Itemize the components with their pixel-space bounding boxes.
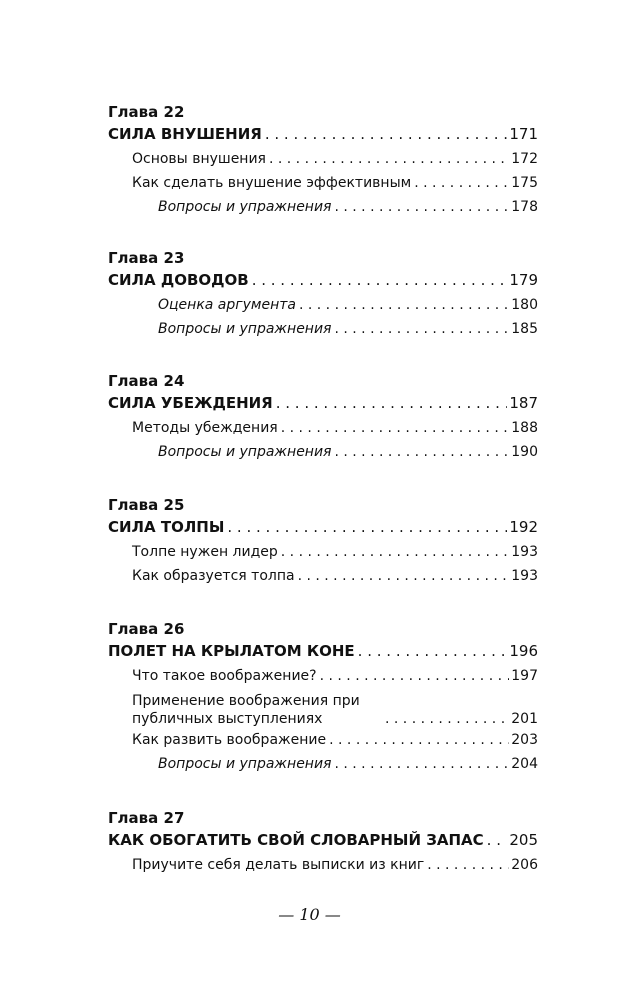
page-number: 206 [511,857,538,873]
chapter-23 [108,249,538,341]
chapter-number: Глава 27 [108,809,185,827]
page-number: 193 [511,568,538,584]
toc-entry[interactable] [108,195,538,219]
leader-dots [385,710,509,728]
chapter-26 [108,620,538,776]
page-number: 204 [511,756,538,772]
entry-title: Как образуется толпа [132,568,295,584]
entry-title: Применение воображения при публичных выступлениях [132,693,360,727]
leader-dots [276,390,508,416]
page-number: 196 [509,642,538,660]
leader-dots [281,416,510,440]
entry-title: Как развить воображение [132,732,327,748]
leader-dots [299,293,509,317]
leader-dots [334,752,509,776]
entry-title: Вопросы и упражнения [158,444,332,460]
leader-dots [334,317,509,341]
chapter-title: СИЛА УБЕЖДЕНИЯ [108,394,273,412]
leader-dots [252,267,508,293]
entry-title: Толпе нужен лидер [132,544,278,560]
page-number: 190 [511,444,538,460]
toc-entry[interactable] [108,664,538,688]
leader-dots [334,440,509,464]
chapter-number: Глава 23 [108,249,185,267]
entry-title: Приучите себя делать выписки из книг [132,857,425,873]
chapter-number: Глава 25 [108,496,185,514]
chapter-title-row[interactable] [108,267,538,293]
toc-entry[interactable] [108,540,538,564]
entry-title: Вопросы и упражнения [158,756,332,772]
chapter-number: Глава 26 [108,620,185,638]
toc-entry[interactable] [108,853,538,877]
page-number: 205 [509,831,538,849]
leader-dots [414,171,509,195]
toc-entry[interactable] [108,317,538,341]
chapter-title-row[interactable] [108,827,538,853]
page-number: 188 [511,420,538,436]
page-number: 172 [511,151,538,167]
chapter-number: Глава 24 [108,372,185,390]
page-folio: — 10 — [278,905,341,924]
chapter-title: ПОЛЕТ НА КРЫЛАТОМ КОНЕ [108,642,355,660]
toc-entry[interactable] [108,293,538,317]
page-number: 179 [509,271,538,289]
page-number: 171 [509,125,538,143]
chapter-number: Глава 22 [108,103,185,121]
toc-entry[interactable] [108,688,538,728]
chapter-22 [108,103,538,219]
leader-dots [487,827,508,853]
entry-title: Методы убеждения [132,420,278,436]
chapter-title-row[interactable] [108,514,538,540]
chapter-title: СИЛА ТОЛПЫ [108,518,225,536]
page-number: 178 [511,199,538,215]
chapter-27 [108,809,538,877]
page-number: 197 [511,668,538,684]
entry-title: Основы внушения [132,151,266,167]
chapter-title-row[interactable] [108,638,538,664]
page-number: 180 [511,297,538,313]
leader-dots [358,638,508,664]
leader-dots [298,564,510,588]
chapter-title: СИЛА ДОВОДОВ [108,271,249,289]
page-number: 201 [511,711,538,727]
page-number: 193 [511,544,538,560]
leader-dots [427,853,509,877]
toc-entry[interactable] [108,440,538,464]
leader-dots [269,147,509,171]
toc-entry[interactable] [108,564,538,588]
toc-entry[interactable] [108,728,538,752]
leader-dots [281,540,509,564]
entry-title: Вопросы и упражнения [158,199,332,215]
leader-dots [334,195,509,219]
leader-dots [227,514,507,540]
leader-dots [329,728,509,752]
page-number: 192 [509,518,538,536]
toc-entry[interactable] [108,752,538,776]
toc-entry[interactable] [108,416,538,440]
page-number: 203 [511,732,538,748]
chapter-title: СИЛА ВНУШЕНИЯ [108,125,262,143]
page-number: 175 [511,175,538,191]
chapter-title-row[interactable] [108,390,538,416]
page-number: 187 [509,394,538,412]
entry-title: Оценка аргумента [158,297,296,313]
chapter-25 [108,496,538,588]
leader-dots [320,664,510,688]
page-number: 185 [511,321,538,337]
toc-entry[interactable] [108,147,538,171]
entry-title: Вопросы и упражнения [158,321,332,337]
toc-entry[interactable] [108,171,538,195]
entry-title: Как сделать внушение эффективным [132,175,412,191]
leader-dots [265,121,508,147]
chapter-title-row[interactable] [108,121,538,147]
chapter-title: КАК ОБОГАТИТЬ СВОЙ СЛОВАРНЫЙ ЗАПАС [108,831,484,849]
entry-title: Что такое воображение? [132,668,317,684]
chapter-24 [108,372,538,464]
